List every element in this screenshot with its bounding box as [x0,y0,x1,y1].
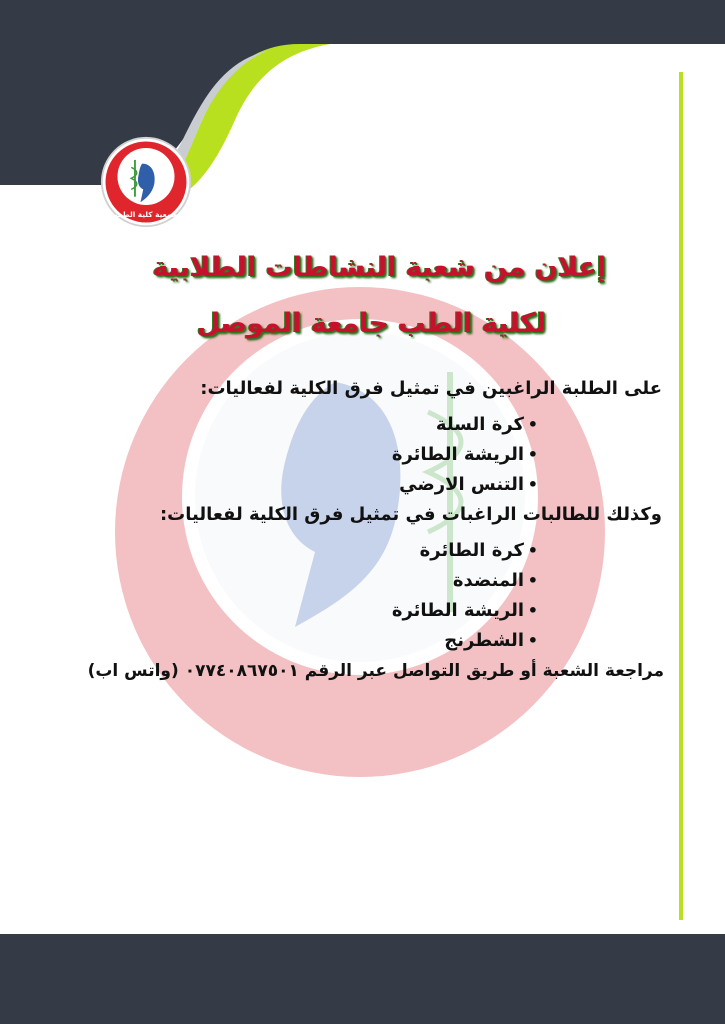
male-activities-list [14,410,664,500]
female-activities-list [14,536,664,656]
female-students-intro: وكذلك للطالبات الراغبات في تمثيل فرق الكلية لفعاليات: [159,504,662,525]
bullet-icon: • [527,445,538,464]
bullet-icon: • [527,601,538,620]
title-line-1: إعلان من شعبة النشاطات الطلابية [152,252,606,283]
bullet-icon: • [527,475,538,494]
announcement-content [14,240,664,686]
accent-vertical-line [679,72,683,920]
logo-label: جمعية كلية الطب [115,209,177,219]
list-item: • الريشة الطائرة [14,596,664,626]
bullet-icon: • [527,415,538,434]
footer-band [0,934,725,1024]
list-item: • كرة السلة [14,410,664,440]
title-line-2: لكلية الطب جامعة الموصل [196,308,546,339]
college-logo [100,136,192,228]
bullet-icon: • [527,631,538,650]
list-item: • الريشة الطائرة [14,440,664,470]
list-item: • المنضدة [14,566,664,596]
contact-info: مراجعة الشعبة أو طريق التواصل عبر الرقم ٠٧٧٤٠٨٦٧٥٠١ (واتس اب) [87,661,664,681]
list-item: • كرة الطائرة [14,536,664,566]
list-item: • التنس الارضي [14,470,664,500]
bullet-icon: • [527,571,538,590]
male-students-intro: على الطلبة الراغبين في تمثيل فرق الكلية لفعاليات: [200,378,662,399]
bullet-icon: • [527,541,538,560]
list-item: • الشطرنج [14,626,664,656]
